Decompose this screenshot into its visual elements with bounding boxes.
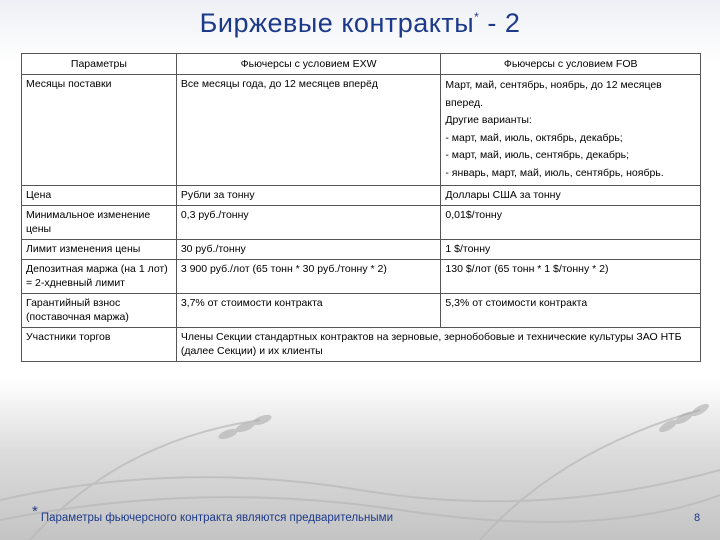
param-cell: Гарантийный взнос (поставочная маржа): [22, 294, 177, 328]
fob-cell: 130 $/лот (65 тонн * 1 $/тонну * 2): [441, 260, 701, 294]
header-fob: Фьючерсы с условием FOB: [441, 54, 701, 75]
exw-cell: 3 900 руб./лот (65 тонн * 30 руб./тонну * 2): [176, 260, 441, 294]
slide-title-text: Биржевые контракты: [199, 8, 475, 38]
param-cell: Цена: [22, 186, 177, 206]
participants-cell: Члены Секции стандартных контрактов на зерновые, зернобобовые и технические культуры ЗАО НТБ (далее Секции) и их клиенты: [176, 328, 700, 362]
exw-cell: 0,3 руб./тонну: [176, 206, 441, 240]
fob-line: вперед.: [445, 96, 483, 109]
footnote-text: Параметры фьючерсного контракта являются предварительными: [40, 512, 393, 524]
fob-cell: 5,3% от стоимости контракта: [441, 294, 701, 328]
slide-title-suffix: - 2: [479, 8, 521, 38]
fob-line: Март, май, сентябрь, ноябрь, до 12 месяцев: [445, 79, 662, 91]
param-cell: Лимит изменения цены: [22, 240, 177, 260]
param-cell: Депозитная маржа (на 1 лот) = 2-хдневный лимит: [22, 260, 177, 294]
exw-cell: Рубли за тонну: [176, 186, 441, 206]
fob-line: - март, май, июль, сентябрь, декабрь;: [445, 149, 630, 161]
contracts-table: [21, 53, 701, 362]
table-row: [22, 240, 701, 260]
exw-cell: 30 руб./тонну: [176, 240, 441, 260]
table-row: [22, 206, 701, 240]
slide-title-mark: *: [474, 10, 480, 24]
table-row: [22, 294, 701, 328]
fob-line: - январь, март, май, июль, сентябрь, ноябрь.: [445, 166, 664, 179]
header-exw: Фьючерсы с условием EXW: [176, 54, 441, 75]
slide-title: [0, 8, 720, 39]
footnote: [32, 503, 393, 525]
table-row: [22, 186, 701, 206]
param-cell: Участники торгов: [22, 328, 177, 362]
fob-cell: 1 $/тонну: [441, 240, 701, 260]
fob-line: - март, май, июль, октябрь, декабрь;: [445, 131, 623, 144]
fob-line: Другие варианты:: [445, 114, 532, 126]
fob-cell: [441, 75, 701, 186]
table-row: [22, 75, 701, 186]
header-parameters: Параметры: [22, 54, 177, 75]
page-number: 8: [694, 512, 701, 524]
param-cell: Минимальное изменение цены: [22, 206, 177, 240]
table-row: [22, 328, 701, 362]
table-row: [22, 260, 701, 294]
fob-cell: 0,01$/тонну: [441, 206, 701, 240]
fob-cell: Доллары США за тонну: [441, 186, 701, 206]
footnote-mark: *: [32, 503, 38, 520]
table-header-row: [22, 54, 701, 75]
param-cell: Месяцы поставки: [22, 75, 177, 186]
exw-cell: 3,7% от стоимости контракта: [176, 294, 441, 328]
exw-cell: Все месяцы года, до 12 месяцев вперёд: [176, 75, 441, 186]
